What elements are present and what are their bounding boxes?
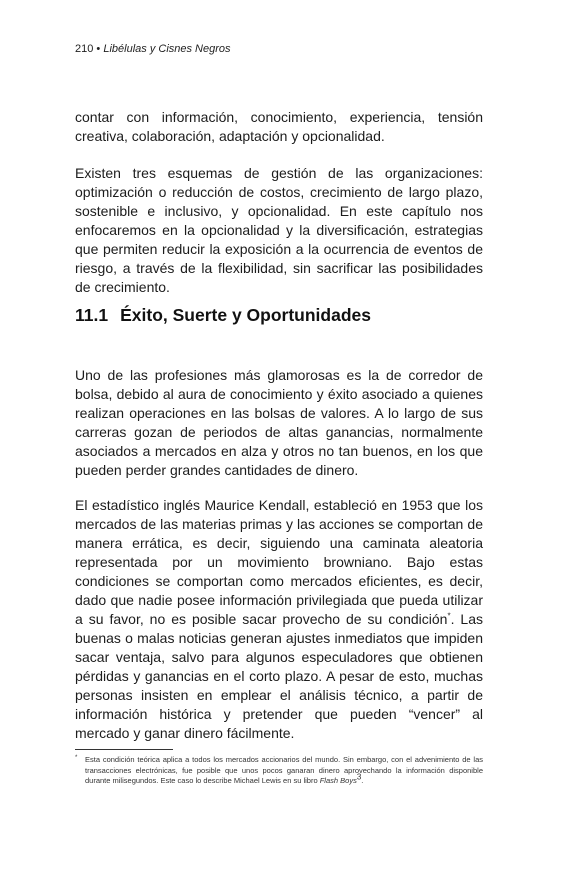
footnote-book-title: Flash Boys — [319, 776, 357, 785]
footnote-text-end: . — [361, 776, 364, 785]
footnote — [75, 755, 483, 787]
footnote-marker: * — [75, 755, 78, 761]
footnote-body — [75, 755, 483, 787]
page-number: 210 — [75, 43, 94, 55]
footnote-reference[interactable]: * — [447, 611, 451, 621]
footnote-text: Esta condición teórica aplica a todos los mercados accionarios del mundo. Sin embargo, con el advenimiento de las transacciones electrónicas, fue posible que unos pocos ganaran dinero aprovechando la información disponible durante milisegundos. Este caso lo describe Michael Lewis en su libro — [85, 755, 483, 785]
footnote-divider — [75, 749, 173, 750]
paragraph-stockbrokers: Uno de las profesiones más glamorosas es la de corredor de bolsa, debido al aura de conocimiento y éxito asociado a quienes realizan operaciones en las bolsas de valores. A lo largo de sus carreras gozan de periodos de altas ganancias, normalmente asociados a mercados en alza y otros no tan buenos, en los que pueden perder grandes cantidades de dinero. — [75, 367, 483, 478]
paragraph-intro-continuation: contar con información, conocimiento, experiencia, tensión creativa, colaboración, adaptación y opcionalidad. — [75, 109, 483, 144]
running-header — [75, 43, 231, 55]
running-title: Libélulas y Cisnes Negros — [103, 43, 231, 55]
paragraph-kendall-text-2: . Las buenas o malas noticias generan ajustes inmediatos que impiden sacar ventaja, salvo para algunos especuladores que obtienen pérdidas y ganancias en el corto plazo. A pesar de esto, muchas personas insisten en emplear el análisis técnico, a partir de información histórica y pretender que pueden “vencer” al mercado y ganar dinero fácilmente. — [75, 611, 483, 741]
section-title: Éxito, Suerte y Oportunidades — [120, 305, 371, 325]
paragraph-management-schemes: Existen tres esquemas de gestión de las organizaciones: optimización o reducción de costos, crecimiento de largo plazo, sostenible e inclusivo, y opcionalidad. En este capítulo nos enfocaremos en la opcionalidad y la diversificación, estrategias que permiten reducir la exposición a la ocurrencia de eventos de riesgo, a través de la flexibilidad, sin sacrificar las posibilidades de crecimiento. — [75, 165, 483, 295]
header-separator: • — [96, 43, 101, 55]
section-heading — [75, 305, 371, 326]
footnote-citation-marker: 3 — [356, 772, 362, 782]
paragraph-kendall — [75, 496, 483, 743]
section-number: 11.1 — [75, 305, 109, 325]
paragraph-kendall-text-1: El estadístico inglés Maurice Kendall, estableció en 1953 que los mercados de las materias primas y las acciones se comportan de manera errática, es decir, siguiendo una caminata aleatoria representada por un movimiento browniano. Bajo estas condiciones se comportan como mercados eficientes, es decir, dado que nadie posee información privilegiada que pueda utilizar a su favor, no es posible sacar provecho de su condición — [75, 497, 483, 627]
